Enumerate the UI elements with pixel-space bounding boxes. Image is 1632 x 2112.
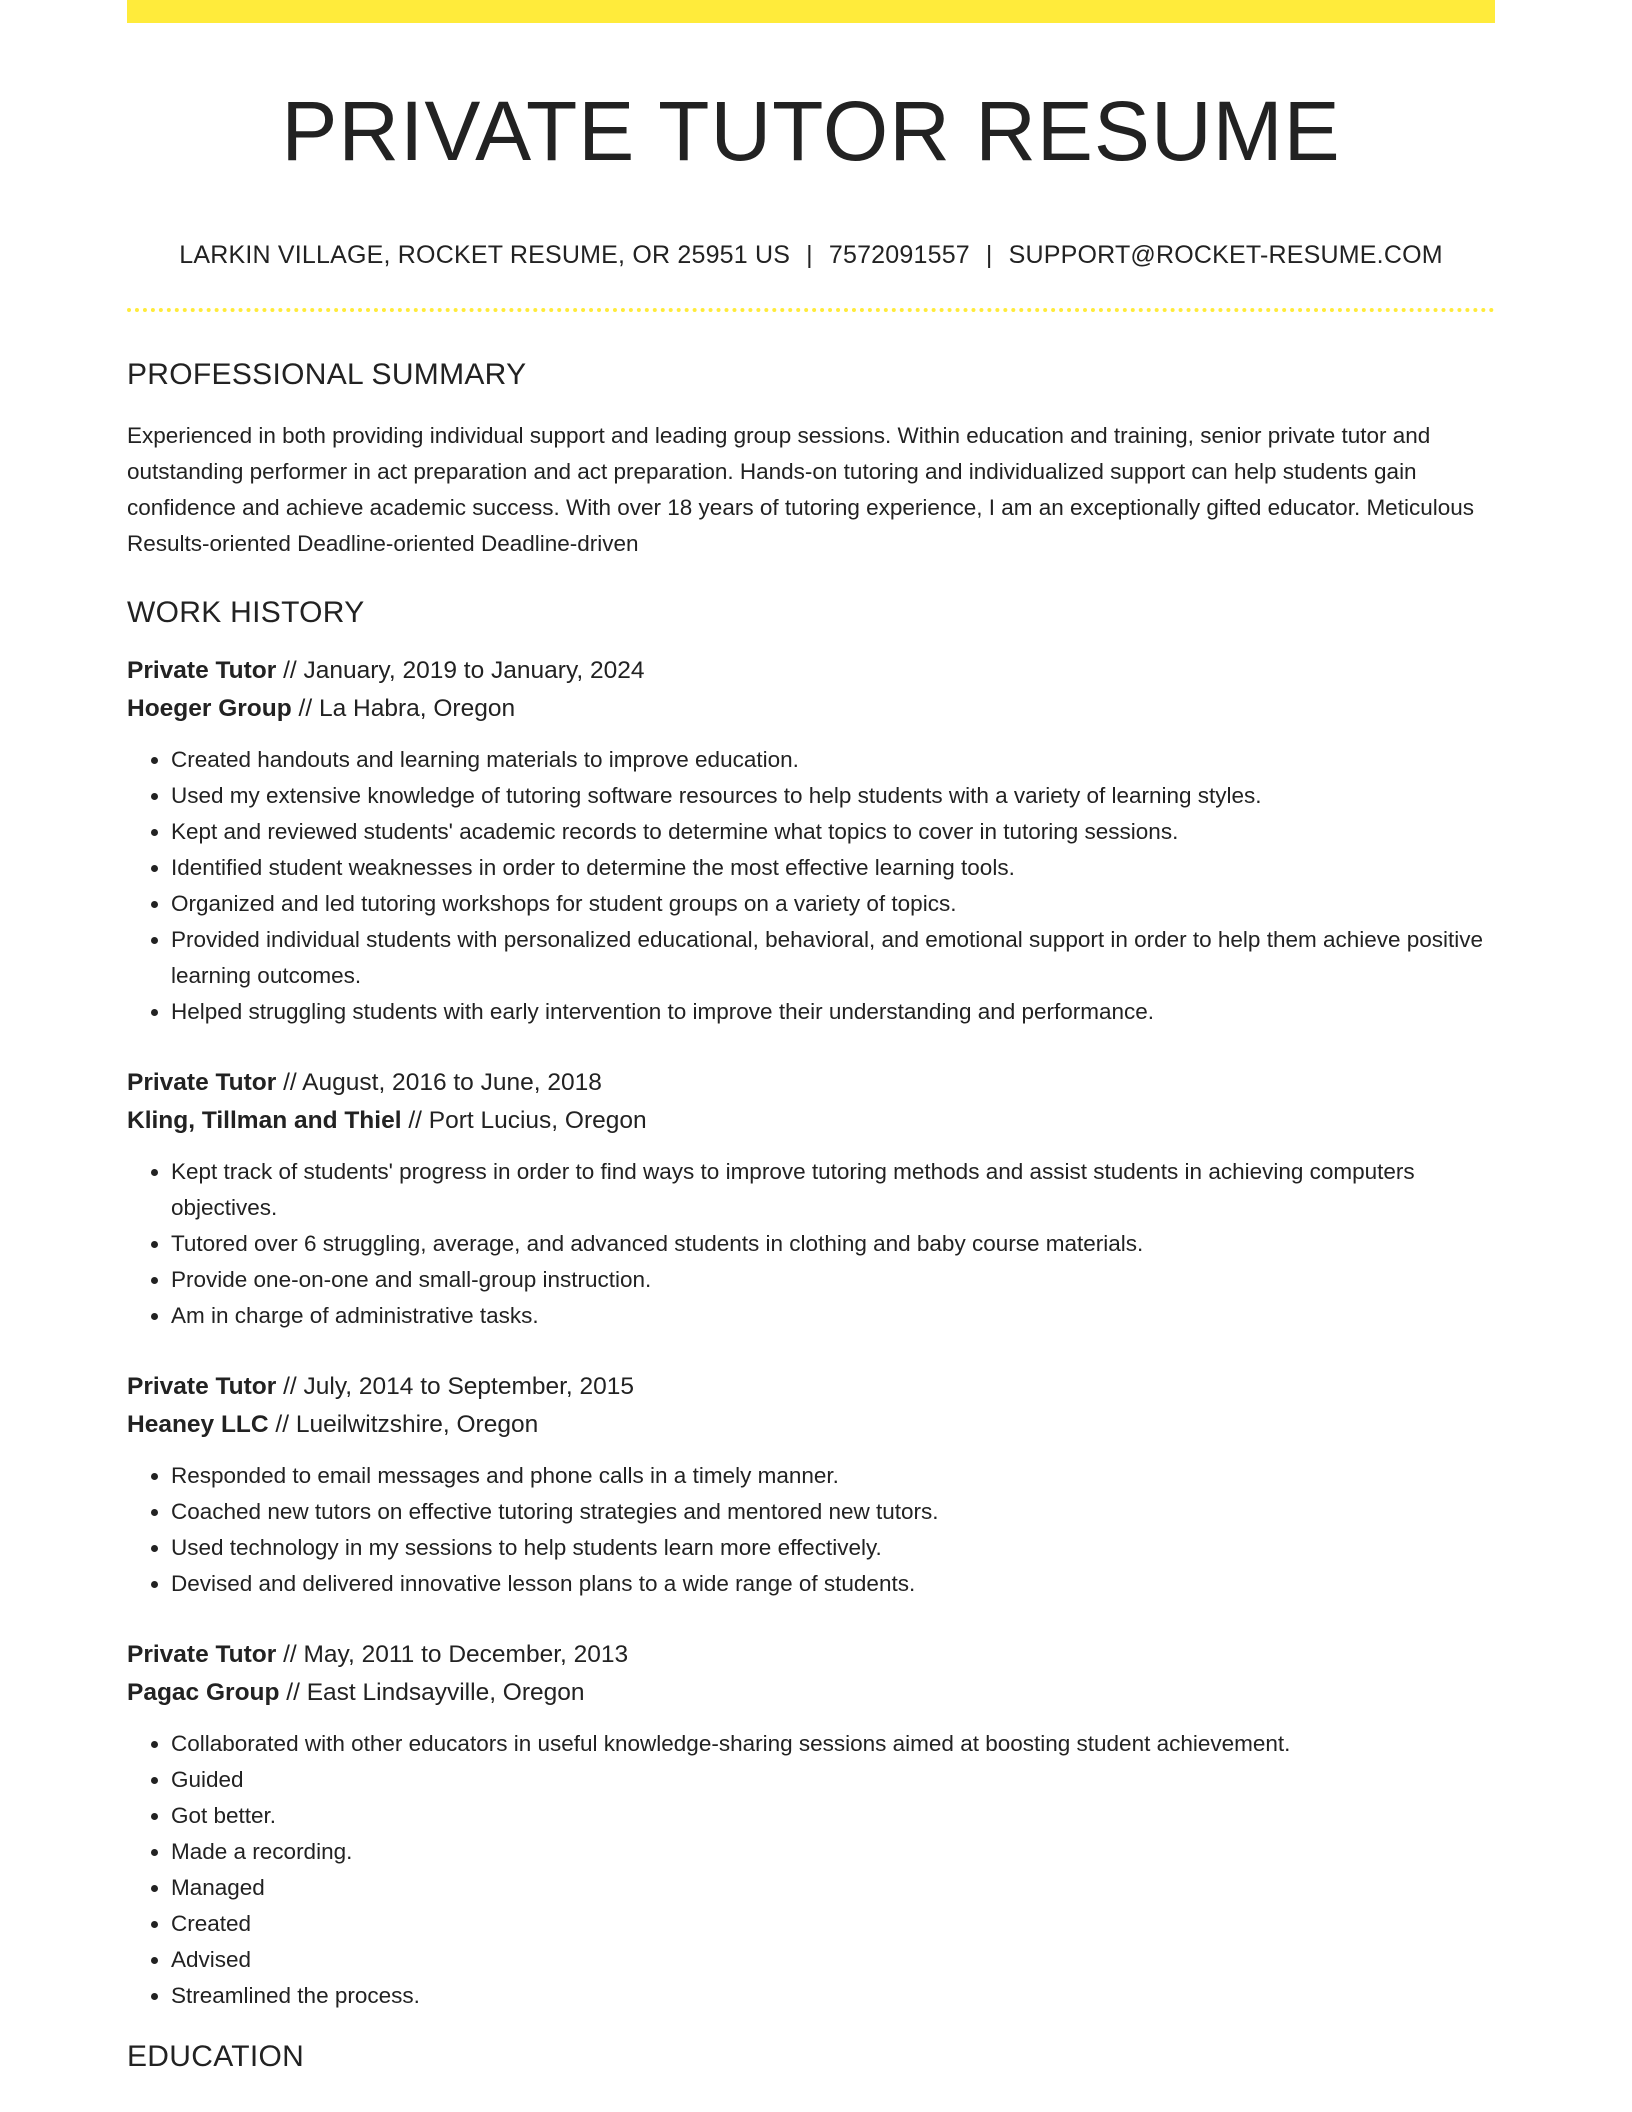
job-location: // Lueilwitzshire, Oregon <box>268 1411 539 1439</box>
job-bullets <box>127 742 1495 1030</box>
list-item: • Streamlined the process. <box>171 1978 1495 2014</box>
job-title-line <box>127 652 1495 690</box>
list-item: • Organized and led tutoring workshops for student groups on a variety of topics. <box>171 886 1495 922</box>
list-item: • Made a recording. <box>171 1834 1495 1870</box>
job-company-line <box>127 1674 1495 1712</box>
contact-line <box>127 241 1495 270</box>
job-title: Private Tutor <box>127 657 277 685</box>
list-item: • Guided <box>171 1762 1495 1798</box>
list-item: • Helped struggling students with early intervention to improve their understanding and performance. <box>171 994 1495 1030</box>
job-location: // Port Lucius, Oregon <box>401 1107 647 1135</box>
list-item: • Devised and delivered innovative lesson plans to a wide range of students. <box>171 1566 1495 1602</box>
list-item: • Got better. <box>171 1798 1495 1834</box>
job-title-line <box>127 1636 1495 1674</box>
job-entry <box>127 1064 1495 1334</box>
list-item: • Am in charge of administrative tasks. <box>171 1298 1495 1334</box>
list-item: • Identified student weaknesses in order to determine the most effective learning tools. <box>171 850 1495 886</box>
list-item: • Kept track of students' progress in order to find ways to improve tutoring methods and assist students in achieving computers objectives. <box>171 1154 1495 1226</box>
job-bullets <box>127 1154 1495 1334</box>
job-entry <box>127 1368 1495 1602</box>
contact-separator: | <box>985 241 993 270</box>
job-dates: // May, 2011 to December, 2013 <box>276 1641 629 1669</box>
contact-email: SUPPORT@ROCKET-RESUME.COM <box>1008 241 1443 270</box>
job-company: Heaney LLC <box>127 1411 269 1439</box>
work-history-heading: WORK HISTORY <box>127 596 365 630</box>
resume-title: PRIVATE TUTOR RESUME <box>281 84 1341 178</box>
job-company: Hoeger Group <box>127 695 292 723</box>
list-item: • Collaborated with other educators in useful knowledge-sharing sessions aimed at boosting student achievement. <box>171 1726 1495 1762</box>
list-item: • Advised <box>171 1942 1495 1978</box>
list-item: • Kept and reviewed students' academic records to determine what topics to cover in tutoring sessions. <box>171 814 1495 850</box>
list-item: • Responded to email messages and phone calls in a timely manner. <box>171 1458 1495 1494</box>
job-title-line <box>127 1064 1495 1102</box>
list-item: • Provide one-on-one and small-group instruction. <box>171 1262 1495 1298</box>
list-item: • Provided individual students with personalized educational, behavioral, and emotional support in order to help them achieve positive learning outcomes. <box>171 922 1495 994</box>
job-dates: // July, 2014 to September, 2015 <box>276 1373 635 1401</box>
dotted-divider <box>127 308 1495 312</box>
job-company-line <box>127 1102 1495 1140</box>
job-dates: // August, 2016 to June, 2018 <box>276 1069 602 1097</box>
summary-text: Experienced in both providing individual support and leading group sessions. Within education and training, senior private tutor and outstanding performer in act preparation and act preparation. Hands-on tutoring and individualized support can help students gain confidence and achieve academic success. With over 18 years of tutoring experience, I am an exceptionally gifted educator. Meticulous Results-oriented Deadline-oriented Deadline-driven <box>127 423 1474 557</box>
list-item: • Managed <box>171 1870 1495 1906</box>
job-dates: // January, 2019 to January, 2024 <box>276 657 645 685</box>
accent-bar <box>127 0 1495 23</box>
job-company: Pagac Group <box>127 1679 280 1707</box>
list-item: • Tutored over 6 struggling, average, and advanced students in clothing and baby course materials. <box>171 1226 1495 1262</box>
summary-heading: PROFESSIONAL SUMMARY <box>127 358 527 392</box>
job-location: // La Habra, Oregon <box>291 695 516 723</box>
list-item: • Created <box>171 1906 1495 1942</box>
education-heading: EDUCATION <box>127 2040 305 2074</box>
job-title: Private Tutor <box>127 1069 277 1097</box>
contact-address: LARKIN VILLAGE, ROCKET RESUME, OR 25951 US <box>179 241 791 270</box>
list-item: • Coached new tutors on effective tutoring strategies and mentored new tutors. <box>171 1494 1495 1530</box>
job-title-line <box>127 1368 1495 1406</box>
job-title: Private Tutor <box>127 1373 277 1401</box>
job-company: Kling, Tillman and Thiel <box>127 1107 402 1135</box>
list-item: • Used technology in my sessions to help students learn more effectively. <box>171 1530 1495 1566</box>
contact-separator: | <box>806 241 813 270</box>
job-title: Private Tutor <box>127 1641 277 1669</box>
contact-phone: 7572091557 <box>828 241 970 270</box>
job-entry <box>127 652 1495 1030</box>
list-item: • Used my extensive knowledge of tutoring software resources to help students with a variety of learning styles. <box>171 778 1495 814</box>
job-company-line <box>127 1406 1495 1444</box>
job-bullets <box>127 1458 1495 1602</box>
resume-page <box>127 0 1495 2074</box>
job-location: // East Lindsayville, Oregon <box>279 1679 585 1707</box>
job-bullets <box>127 1726 1495 2014</box>
job-entry <box>127 1636 1495 2014</box>
job-company-line <box>127 690 1495 728</box>
list-item: • Created handouts and learning materials to improve education. <box>171 742 1495 778</box>
